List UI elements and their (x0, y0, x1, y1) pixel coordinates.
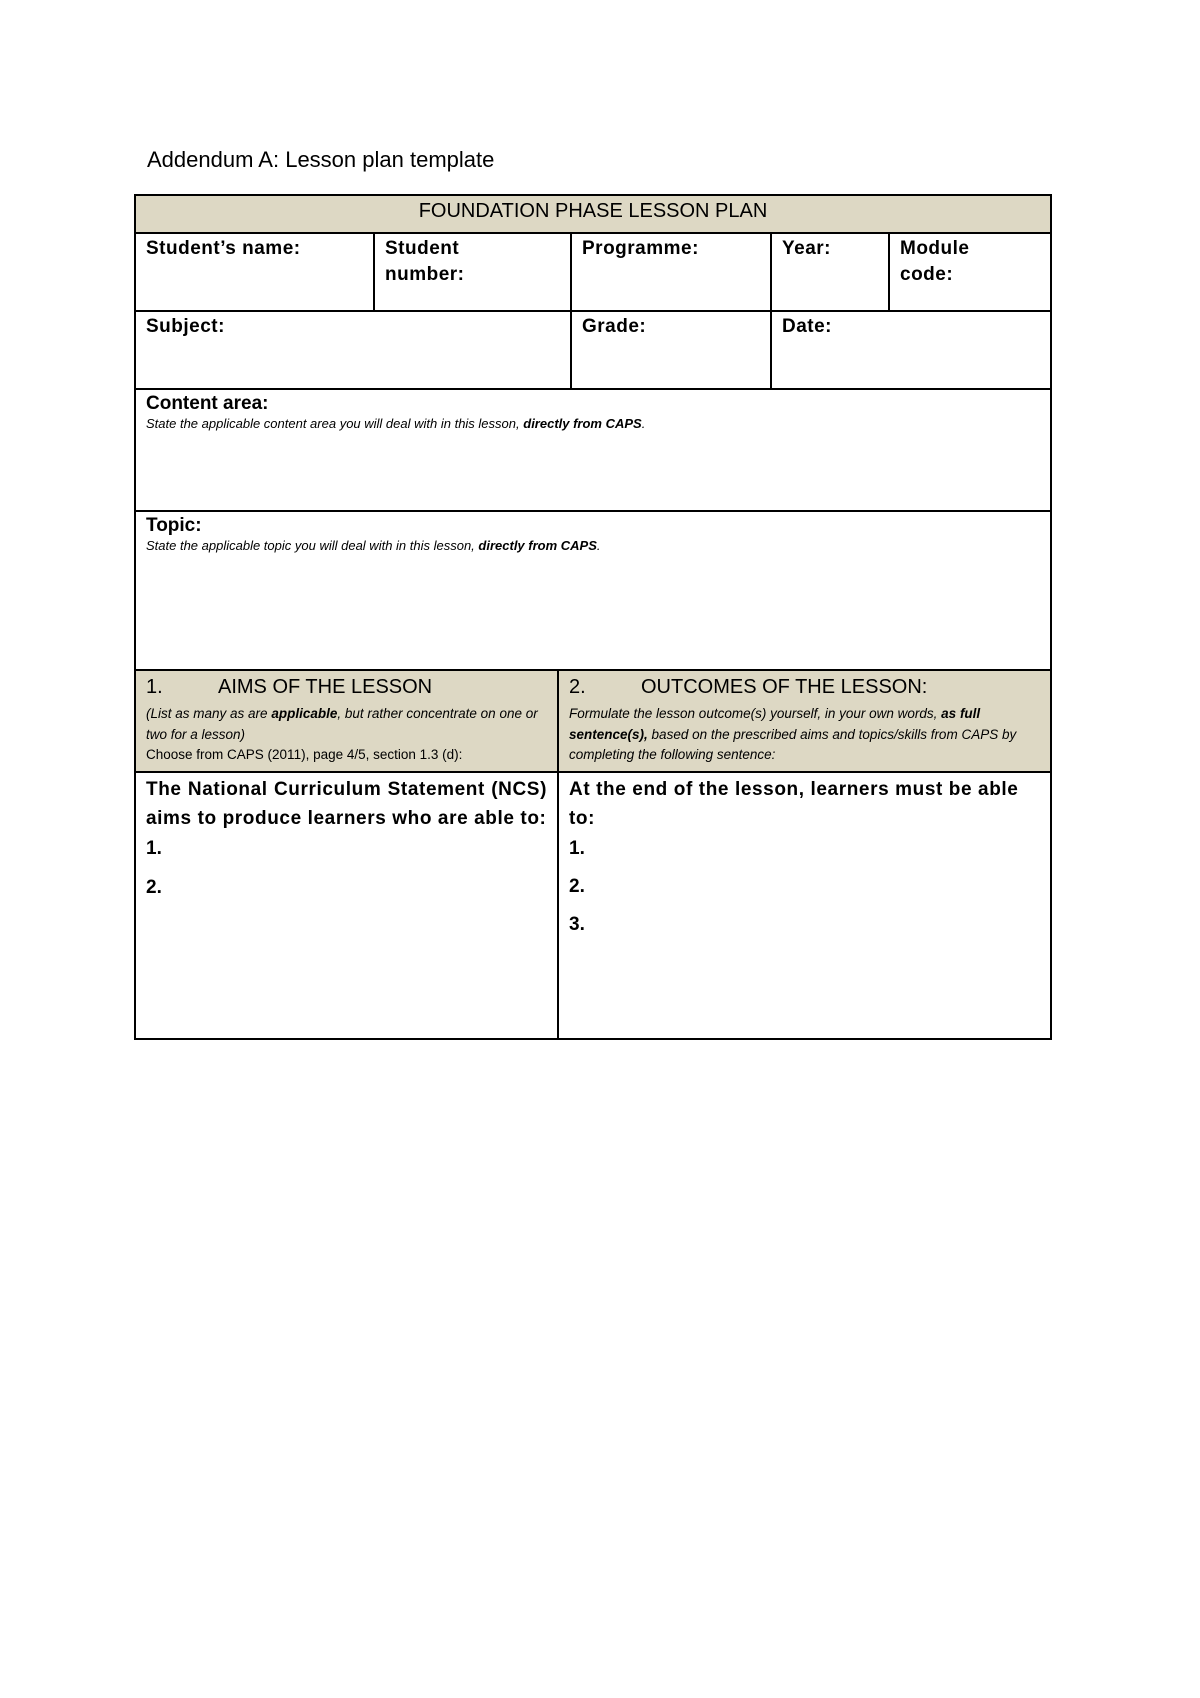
outcomes-heading-text: OUTCOMES OF THE LESSON: (641, 676, 928, 698)
outcomes-instruction (569, 704, 1040, 766)
aims-note-bold: applicable (271, 706, 338, 721)
aims-list-item: 1. (146, 838, 162, 859)
topic-instruction (146, 538, 1040, 554)
grade-label: Grade: (582, 316, 647, 337)
aims-instruction (146, 704, 547, 766)
table-header-text: FOUNDATION PHASE LESSON PLAN (418, 200, 768, 222)
year-cell[interactable] (770, 232, 890, 312)
topic-note-suffix: . (596, 538, 601, 553)
content-area-note-prefix: State the applicable content area you will deal with in this lesson, (146, 416, 520, 431)
content-area-note-suffix: . (641, 416, 646, 431)
programme-label: Programme: (582, 238, 699, 259)
date-label: Date: (782, 316, 833, 337)
outcomes-list-item: 3. (569, 914, 585, 935)
outcomes-body-text: At the end of the lesson, learners must be able to: (569, 779, 1019, 829)
topic-label: Topic: (146, 515, 202, 536)
date-cell[interactable] (770, 310, 1052, 390)
topic-note-bold: directly from CAPS (478, 538, 597, 553)
outcomes-note-bold: as full sentence(s), (569, 706, 981, 742)
subject-cell[interactable] (134, 310, 572, 390)
student-name-label: Student’s name: (146, 238, 301, 259)
aims-body-cell[interactable] (134, 771, 559, 1040)
student-name-cell[interactable] (134, 232, 375, 312)
content-area-label: Content area: (146, 393, 269, 414)
module-code-label: Module code: (900, 238, 970, 285)
outcomes-list-item: 2. (569, 876, 585, 897)
programme-cell[interactable] (570, 232, 772, 312)
content-area-instruction (146, 416, 1040, 432)
outcomes-list-item: 1. (569, 838, 585, 859)
outcomes-header-cell (557, 669, 1052, 773)
outcomes-note-suffix: based on the prescribed aims and topics/skills from CAPS by completing the following sentence: (569, 726, 1017, 762)
content-area-cell[interactable] (134, 388, 1052, 512)
aims-note-rest: , but rather concentrate on one or two for a lesson) (146, 706, 538, 742)
aims-header-cell (134, 669, 559, 773)
topic-note-prefix: State the applicable topic you will deal with in this lesson, (146, 538, 475, 553)
outcomes-body-cell[interactable] (557, 771, 1052, 1040)
page-title: Addendum A: Lesson plan template (147, 147, 495, 172)
outcomes-heading (569, 673, 1040, 701)
student-number-label: Student number: (385, 238, 465, 285)
table-header (134, 194, 1052, 234)
outcomes-note-prefix: Formulate the lesson outcome(s) yourself, in your own words, (569, 706, 938, 721)
module-code-cell[interactable] (888, 232, 1052, 312)
outcomes-number: 2. (569, 676, 586, 698)
aims-number: 1. (146, 676, 163, 698)
aims-body-text: The National Curriculum Statement (NCS) aims to produce learners who are able to: (146, 779, 547, 829)
aims-note-open: (List as many as are (146, 706, 268, 721)
aims-list-item: 2. (146, 877, 162, 898)
subject-label: Subject: (146, 316, 225, 337)
topic-cell[interactable] (134, 510, 1052, 671)
content-area-note-bold: directly from CAPS (523, 416, 642, 431)
aims-heading-text: AIMS OF THE LESSON (218, 676, 433, 698)
aims-note-line3: Choose from CAPS (2011), page 4/5, section 1.3 (d): (146, 747, 463, 762)
year-label: Year: (782, 238, 831, 259)
aims-heading (146, 673, 547, 701)
student-number-cell[interactable] (373, 232, 572, 312)
grade-cell[interactable] (570, 310, 772, 390)
